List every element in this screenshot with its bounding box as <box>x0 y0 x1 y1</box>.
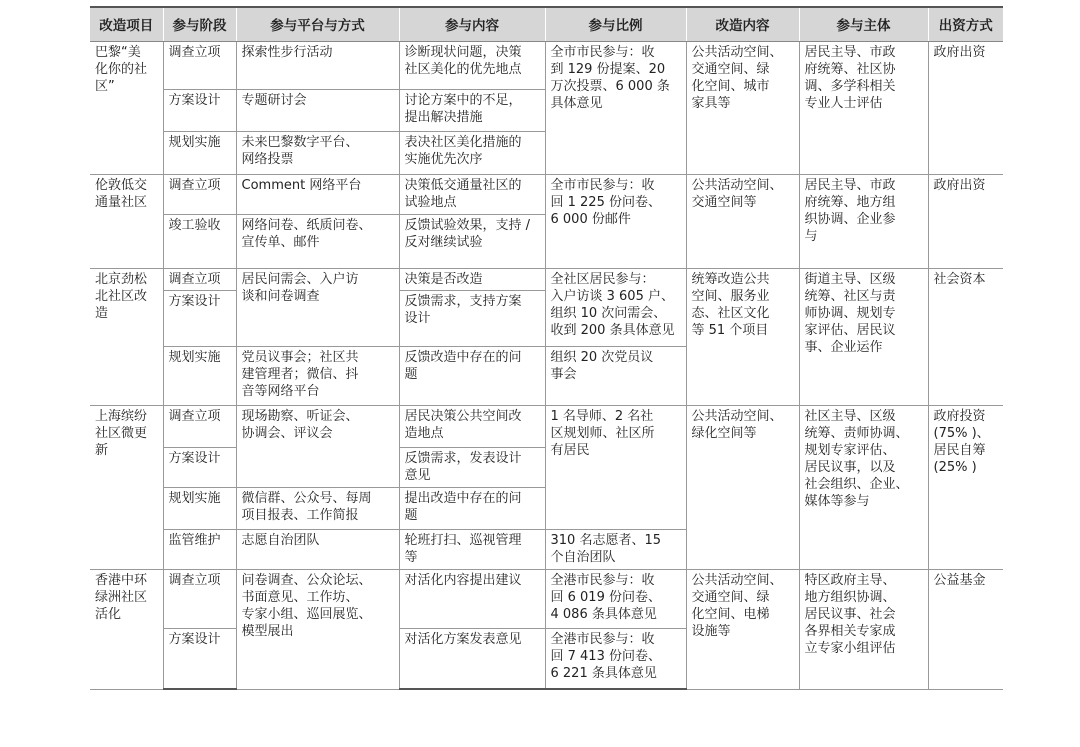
ratio-cell: 全市市民参与：收 回 1 225 份问卷、 6 000 份邮件 <box>545 174 686 268</box>
ratio-cell: 310 名志愿者、15 个自治团队 <box>545 529 686 569</box>
platform-cell: 问卷调查、公众论坛、 书面意见、工作坊、 专家小组、巡回展览、 模型展出 <box>236 569 399 689</box>
subject-cell: 特区政府主导、 地方组织协调、 居民议事、社会 各界相关专家成 立专家小组评估 <box>799 569 928 689</box>
funding-cell: 政府出资 <box>928 174 1003 268</box>
table-row <box>90 268 1003 290</box>
scope-cell: 公共活动空间、 交通空间、绿 化空间、城市 家具等 <box>686 41 799 174</box>
project-name: 巴黎“美 化你的社 区” <box>90 41 163 174</box>
table-row <box>90 569 1003 628</box>
stage-cell: 竣工验收 <box>163 214 236 268</box>
content-cell: 表决社区美化措施的 实施优先次序 <box>399 131 545 174</box>
content-cell: 诊断现状问题，决策 社区美化的优先地点 <box>399 41 545 89</box>
header-ratio: 参与比例 <box>545 7 686 41</box>
table-container <box>90 6 1003 690</box>
table-row <box>90 174 1003 214</box>
stage-cell: 调查立项 <box>163 405 236 447</box>
header-stage: 参与阶段 <box>163 7 236 41</box>
content-cell: 对活化方案发表意见 <box>399 628 545 689</box>
project-name: 伦敦低交 通量社区 <box>90 174 163 268</box>
content-cell: 居民决策公共空间改 造地点 <box>399 405 545 447</box>
stage-cell: 调查立项 <box>163 569 236 628</box>
stage-cell: 方案设计 <box>163 89 236 131</box>
platform-cell: 微信群、公众号、每周 项目报表、工作简报 <box>236 487 399 529</box>
scope-cell: 公共活动空间、 交通空间、绿 化空间、电梯 设施等 <box>686 569 799 689</box>
platform-cell: 未来巴黎数字平台、 网络投票 <box>236 131 399 174</box>
ratio-cell: 全社区居民参与： 入户访谈 3 605 户、 组织 10 次问需会、 收到 200 条具体意见 <box>545 268 686 346</box>
table-row <box>90 41 1003 89</box>
ratio-cell: 组织 20 次党员议 事会 <box>545 346 686 405</box>
funding-cell: 社会资本 <box>928 268 1003 405</box>
content-cell: 反馈需求，支持方案 设计 <box>399 290 545 346</box>
header-content: 参与内容 <box>399 7 545 41</box>
header-subject: 参与主体 <box>799 7 928 41</box>
ratio-cell: 全港市民参与：收 回 7 413 份问卷、 6 221 条具体意见 <box>545 628 686 689</box>
stage-cell: 方案设计 <box>163 628 236 689</box>
project-name: 香港中环 绿洲社区 活化 <box>90 569 163 689</box>
content-cell: 讨论方案中的不足， 提出解决措施 <box>399 89 545 131</box>
community-participation-table <box>90 6 1003 690</box>
stage-cell: 监管维护 <box>163 529 236 569</box>
scope-cell: 公共活动空间、 交通空间等 <box>686 174 799 268</box>
stage-cell: 方案设计 <box>163 290 236 346</box>
subject-cell: 街道主导、区级 统筹、社区与责 师协调、规划专 家评估、居民议 事、企业运作 <box>799 268 928 405</box>
platform-cell: 专题研讨会 <box>236 89 399 131</box>
stage-cell: 调查立项 <box>163 268 236 290</box>
header-platform: 参与平台与方式 <box>236 7 399 41</box>
ratio-cell: 全港市民参与：收 回 6 019 份问卷、 4 086 条具体意见 <box>545 569 686 628</box>
content-cell: 反馈改造中存在的问 题 <box>399 346 545 405</box>
stage-cell: 调查立项 <box>163 41 236 89</box>
platform-cell: 居民问需会、入户访 谈和问卷调查 <box>236 268 399 346</box>
subject-cell: 居民主导、市政 府统筹、地方组 织协调、企业参 与 <box>799 174 928 268</box>
ratio-cell: 1 名导师、2 名社 区规划师、社区所 有居民 <box>545 405 686 529</box>
platform-cell: 网络问卷、纸质问卷、 宣传单、邮件 <box>236 214 399 268</box>
scope-cell: 公共活动空间、 绿化空间等 <box>686 405 799 569</box>
stage-cell: 规划实施 <box>163 346 236 405</box>
content-cell: 对活化内容提出建议 <box>399 569 545 628</box>
scope-cell: 统筹改造公共 空间、服务业 态、社区文化 等 51 个项目 <box>686 268 799 405</box>
header-funding: 出资方式 <box>928 7 1003 41</box>
platform-cell: 现场勘察、听证会、 协调会、评议会 <box>236 405 399 487</box>
funding-cell: 公益基金 <box>928 569 1003 689</box>
header-project: 改造项目 <box>90 7 163 41</box>
header-row <box>90 7 1003 41</box>
table-row <box>90 405 1003 447</box>
header-scope: 改造内容 <box>686 7 799 41</box>
content-cell: 反馈试验效果，支持 / 反对继续试验 <box>399 214 545 268</box>
subject-cell: 居民主导、市政 府统筹、社区协 调、多学科相关 专业人士评估 <box>799 41 928 174</box>
platform-cell: Comment 网络平台 <box>236 174 399 214</box>
ratio-cell: 全市市民参与：收 到 129 份提案、20 万次投票、6 000 条 具体意见 <box>545 41 686 174</box>
content-cell: 决策是否改造 <box>399 268 545 290</box>
project-name: 上海缤纷 社区微更 新 <box>90 405 163 569</box>
stage-cell: 方案设计 <box>163 447 236 487</box>
subject-cell: 社区主导、区级 统筹、责师协调、 规划专家评估、 居民议事，以及 社会组织、企业、 媒体等参与 <box>799 405 928 569</box>
platform-cell: 志愿自治团队 <box>236 529 399 569</box>
content-cell: 决策低交通量社区的 试验地点 <box>399 174 545 214</box>
project-name: 北京劲松 北社区改 造 <box>90 268 163 405</box>
stage-cell: 规划实施 <box>163 487 236 529</box>
content-cell: 轮班打扫、巡视管理 等 <box>399 529 545 569</box>
stage-cell: 调查立项 <box>163 174 236 214</box>
funding-cell: 政府出资 <box>928 41 1003 174</box>
content-cell: 提出改造中存在的问 题 <box>399 487 545 529</box>
platform-cell: 探索性步行活动 <box>236 41 399 89</box>
funding-cell: 政府投资 (75% )、 居民自筹 (25% ) <box>928 405 1003 569</box>
content-cell: 反馈需求，发表设计 意见 <box>399 447 545 487</box>
stage-cell: 规划实施 <box>163 131 236 174</box>
platform-cell: 党员议事会；社区共 建管理者；微信、抖 音等网络平台 <box>236 346 399 405</box>
